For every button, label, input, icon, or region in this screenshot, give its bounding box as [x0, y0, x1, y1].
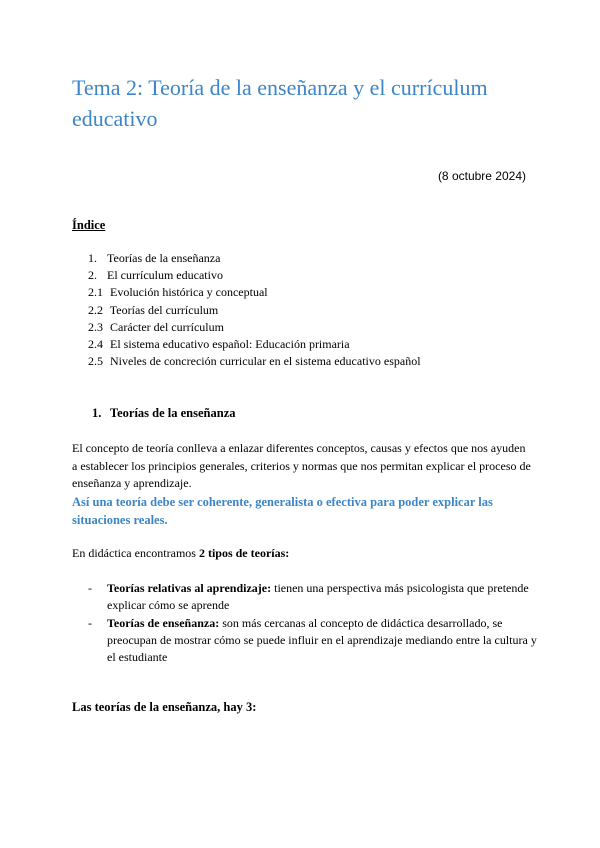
toc-item-label: Teorías del currículum [109, 302, 219, 317]
toc-item [88, 302, 421, 319]
page-title: Tema 2: Teoría de la enseñanza y el currículum educativo [72, 75, 488, 131]
list-item [88, 615, 538, 667]
section-paragraph: El concepto de teoría conlleva a enlazar diferentes conceptos, causas y efectos que nos ayuden a establecer los principios generales, criterios y normas que nos permitan explicar el proceso de enseñanza y aprendizaje. [72, 441, 531, 490]
theory-types-list [88, 580, 538, 666]
toc-item-label: El currículum educativo [107, 268, 223, 283]
toc-item [88, 267, 421, 284]
toc-item-label: Niveles de concreción curricular en el sistema educativo español [110, 354, 421, 369]
types-intro-text: En didáctica encontramos [72, 546, 199, 560]
toc-item-label: El sistema educativo español: Educación primaria [110, 337, 350, 352]
bullet-term: Teorías relativas al aprendizaje: [107, 581, 272, 595]
closing-heading: Las teorías de la enseñanza, hay 3: [72, 700, 257, 714]
types-intro [72, 545, 289, 562]
toc-item-number: 2.5 [88, 354, 103, 369]
toc-item [88, 319, 421, 336]
toc-item-number: 2.1 [88, 285, 103, 300]
section-number: 1. [92, 406, 102, 420]
toc-item [88, 284, 421, 301]
section-heading [92, 406, 236, 421]
toc-item-label: Carácter del currículum [110, 319, 224, 334]
toc-item [88, 353, 421, 370]
highlight-paragraph: Así una teoría debe ser coherente, generalista o efectiva para poder explicar las situaciones reales. [72, 495, 493, 527]
bullet-term: Teorías de enseñanza: [107, 615, 220, 630]
bullet-text: son más cercanas al concepto de didáctica desarrollado, se preocupan de mostrar cómo se puede influir en el aprendizaje mediando entre la cultura y el estudiante [107, 615, 537, 665]
toc-item-number: 2.4 [88, 337, 103, 352]
list-item [88, 580, 538, 615]
bullet-dash: - [88, 615, 92, 630]
table-of-contents [88, 250, 421, 370]
index-heading: Índice [72, 218, 106, 232]
toc-item [88, 336, 421, 353]
toc-item-number: 2. [88, 268, 97, 283]
bullet-text: tienen una perspectiva más psicologista que pretende explicar cómo se aprende [107, 581, 529, 613]
toc-item-number: 1. [88, 251, 97, 265]
bullet-dash: - [88, 581, 92, 595]
types-intro-bold: 2 tipos de teorías: [198, 546, 290, 560]
document-date: (8 octubre 2024) [437, 169, 526, 183]
toc-item-number: 2.3 [88, 319, 103, 334]
toc-item-number: 2.2 [88, 302, 103, 317]
toc-item-label: Evolución histórica y conceptual [110, 285, 268, 300]
toc-item-label: Teorías de la enseñanza [107, 251, 221, 265]
toc-item [88, 250, 421, 267]
section-title: Teorías de la enseñanza [109, 406, 236, 420]
